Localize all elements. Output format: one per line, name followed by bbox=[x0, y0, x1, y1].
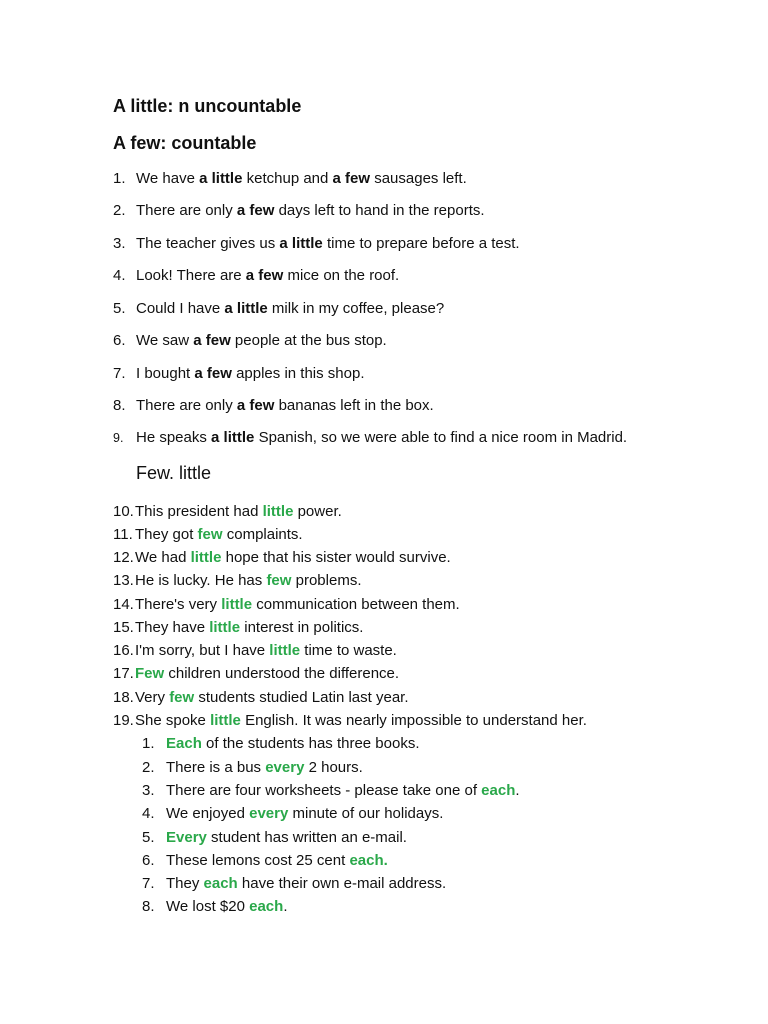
item-number: 5. bbox=[113, 300, 126, 317]
item-number: 6. bbox=[142, 852, 155, 869]
sentence-text: We enjoyed bbox=[166, 805, 250, 822]
sentence-text: power. bbox=[293, 503, 342, 520]
sentence-text: There is a bus bbox=[166, 759, 266, 776]
keyword: a few bbox=[245, 267, 284, 284]
sentence-text: I bought bbox=[136, 365, 195, 382]
list-item bbox=[113, 397, 434, 415]
item-number: 13. bbox=[113, 572, 134, 589]
sentence-text: We have bbox=[136, 170, 200, 187]
keyword: Few bbox=[135, 665, 165, 682]
sentence-text: There are four worksheets - please take one of bbox=[166, 782, 482, 799]
sentence-text: They got bbox=[135, 526, 198, 543]
sentence-text: of the students has three books. bbox=[201, 735, 420, 752]
item-number: 17. bbox=[113, 665, 134, 682]
sentence-text: milk in my coffee, please? bbox=[267, 300, 445, 317]
sentence-text: minute of our holidays. bbox=[288, 805, 444, 822]
item-number: 8. bbox=[113, 397, 126, 414]
list-item bbox=[113, 549, 451, 567]
list-item bbox=[142, 829, 407, 847]
list-item bbox=[113, 170, 467, 188]
list-item bbox=[113, 596, 460, 614]
sentence-text: time to prepare before a test. bbox=[322, 235, 520, 252]
list-item bbox=[113, 642, 397, 660]
keyword: little bbox=[262, 503, 294, 520]
item-number: 7. bbox=[142, 875, 155, 892]
keyword: few bbox=[266, 572, 292, 589]
keyword: little bbox=[209, 619, 241, 636]
sentence-text: We lost $20 bbox=[166, 898, 250, 915]
keyword: few bbox=[169, 689, 195, 706]
keyword: a few bbox=[332, 170, 371, 187]
list-item bbox=[113, 712, 587, 730]
heading-a-little: A little: n uncountable bbox=[113, 96, 302, 116]
keyword: Every bbox=[166, 829, 207, 846]
keyword: a few bbox=[193, 332, 231, 349]
keyword: a little bbox=[279, 235, 323, 252]
keyword: each bbox=[481, 782, 516, 799]
keyword: a few bbox=[236, 202, 275, 219]
sentence-text: They have bbox=[135, 619, 210, 636]
list-item bbox=[113, 202, 485, 220]
sentence-text: Very bbox=[135, 689, 170, 706]
sentence-text: student has written an e-mail. bbox=[206, 829, 407, 846]
list-item bbox=[142, 759, 363, 777]
sentence-text: This president had bbox=[135, 503, 263, 520]
keyword: little bbox=[190, 549, 222, 566]
list-item bbox=[113, 300, 444, 318]
keyword: a little bbox=[199, 170, 243, 187]
sentence-text: He is lucky. He has bbox=[135, 572, 267, 589]
sentence-text: interest in politics. bbox=[240, 619, 364, 636]
sentence-text: problems. bbox=[291, 572, 362, 589]
item-number: 10. bbox=[113, 503, 134, 520]
item-number: 8. bbox=[142, 898, 155, 915]
sentence-text: There are only bbox=[136, 202, 237, 219]
keyword: each. bbox=[349, 852, 388, 869]
item-number: 1. bbox=[142, 735, 155, 752]
sentence-text: 2 hours. bbox=[304, 759, 363, 776]
sentence-text: Could I have bbox=[136, 300, 225, 317]
item-number: 14. bbox=[113, 596, 134, 613]
sentence-text: English. It was nearly impossible to understand her. bbox=[240, 712, 587, 729]
item-number: 19. bbox=[113, 712, 134, 729]
sentence-text: people at the bus stop. bbox=[230, 332, 387, 349]
list-item bbox=[142, 875, 446, 893]
keyword: every bbox=[265, 759, 305, 776]
sentence-text: time to waste. bbox=[300, 642, 397, 659]
sentence-text: She spoke bbox=[135, 712, 211, 729]
keyword: a few bbox=[194, 365, 232, 382]
list-item bbox=[113, 365, 365, 383]
keyword: little bbox=[210, 712, 241, 729]
sentence-text: . bbox=[515, 782, 520, 799]
sentence-text: We had bbox=[135, 549, 191, 566]
sentence-text: hope that his sister would survive. bbox=[221, 549, 451, 566]
list-item bbox=[142, 805, 443, 823]
sentence-text: I'm sorry, but I have bbox=[135, 642, 270, 659]
list-item bbox=[113, 235, 520, 253]
sentence-text: Look! There are bbox=[136, 267, 246, 284]
item-number: 15. bbox=[113, 619, 134, 636]
sentence-text: bananas left in the box. bbox=[274, 397, 434, 414]
sentence-text: communication between them. bbox=[252, 596, 460, 613]
item-number: 18. bbox=[113, 689, 134, 706]
sentence-text: mice on the roof. bbox=[283, 267, 400, 284]
keyword: every bbox=[249, 805, 289, 822]
list-item bbox=[113, 689, 409, 707]
item-number: 2. bbox=[113, 202, 126, 219]
keyword: little bbox=[221, 596, 253, 613]
sentence-text: have their own e-mail address. bbox=[237, 875, 447, 892]
keyword: each bbox=[203, 875, 238, 892]
list-item bbox=[113, 332, 387, 350]
item-number: 3. bbox=[113, 235, 126, 252]
list-item bbox=[113, 526, 303, 544]
item-number: 1. bbox=[113, 170, 126, 187]
item-number: 12. bbox=[113, 549, 134, 566]
sentence-text: days left to hand in the reports. bbox=[274, 202, 485, 219]
sentence-text: There's very bbox=[135, 596, 222, 613]
item-number: 5. bbox=[142, 829, 155, 846]
heading-a-few: A few: countable bbox=[113, 133, 257, 153]
item-number: 11. bbox=[113, 526, 133, 543]
sentence-text: They bbox=[166, 875, 204, 892]
item-number: 9. bbox=[113, 431, 124, 445]
sentence-text: These lemons cost 25 cent bbox=[166, 852, 350, 869]
sentence-text: Spanish, so we were able to find a nice room in Madrid. bbox=[254, 429, 628, 446]
sentence-text: . bbox=[283, 898, 288, 915]
item-number: 4. bbox=[113, 267, 126, 284]
list-item bbox=[113, 619, 363, 637]
sentence-text: ketchup and bbox=[242, 170, 333, 187]
list-item bbox=[142, 898, 287, 916]
item-number: 2. bbox=[142, 759, 155, 776]
sentence-text: sausages left. bbox=[370, 170, 467, 187]
keyword: little bbox=[269, 642, 301, 659]
list-item bbox=[113, 572, 361, 590]
keyword: a little bbox=[211, 429, 255, 446]
sentence-text: complaints. bbox=[222, 526, 303, 543]
keyword: few bbox=[197, 526, 223, 543]
subheading-few-little: Few. little bbox=[136, 463, 212, 483]
sentence-text: We saw bbox=[136, 332, 194, 349]
list-item bbox=[113, 267, 399, 285]
item-number: 7. bbox=[113, 365, 126, 382]
list-item bbox=[113, 429, 627, 447]
list-item bbox=[142, 782, 520, 800]
item-number: 3. bbox=[142, 782, 155, 799]
list-item bbox=[113, 665, 399, 683]
sentence-text: There are only bbox=[136, 397, 237, 414]
sentence-text: apples in this shop. bbox=[231, 365, 365, 382]
list-item bbox=[113, 503, 342, 521]
sentence-text: children understood the difference. bbox=[164, 665, 400, 682]
keyword: a little bbox=[224, 300, 268, 317]
list-item bbox=[142, 735, 420, 753]
item-number: 4. bbox=[142, 805, 155, 822]
list-item bbox=[142, 852, 388, 870]
keyword: Each bbox=[166, 735, 202, 752]
sentence-text: students studied Latin last year. bbox=[194, 689, 409, 706]
sentence-text: The teacher gives us bbox=[136, 235, 280, 252]
item-number: 6. bbox=[113, 332, 126, 349]
item-number: 16. bbox=[113, 642, 134, 659]
sentence-text: He speaks bbox=[136, 429, 212, 446]
keyword: each bbox=[249, 898, 284, 915]
keyword: a few bbox=[236, 397, 275, 414]
